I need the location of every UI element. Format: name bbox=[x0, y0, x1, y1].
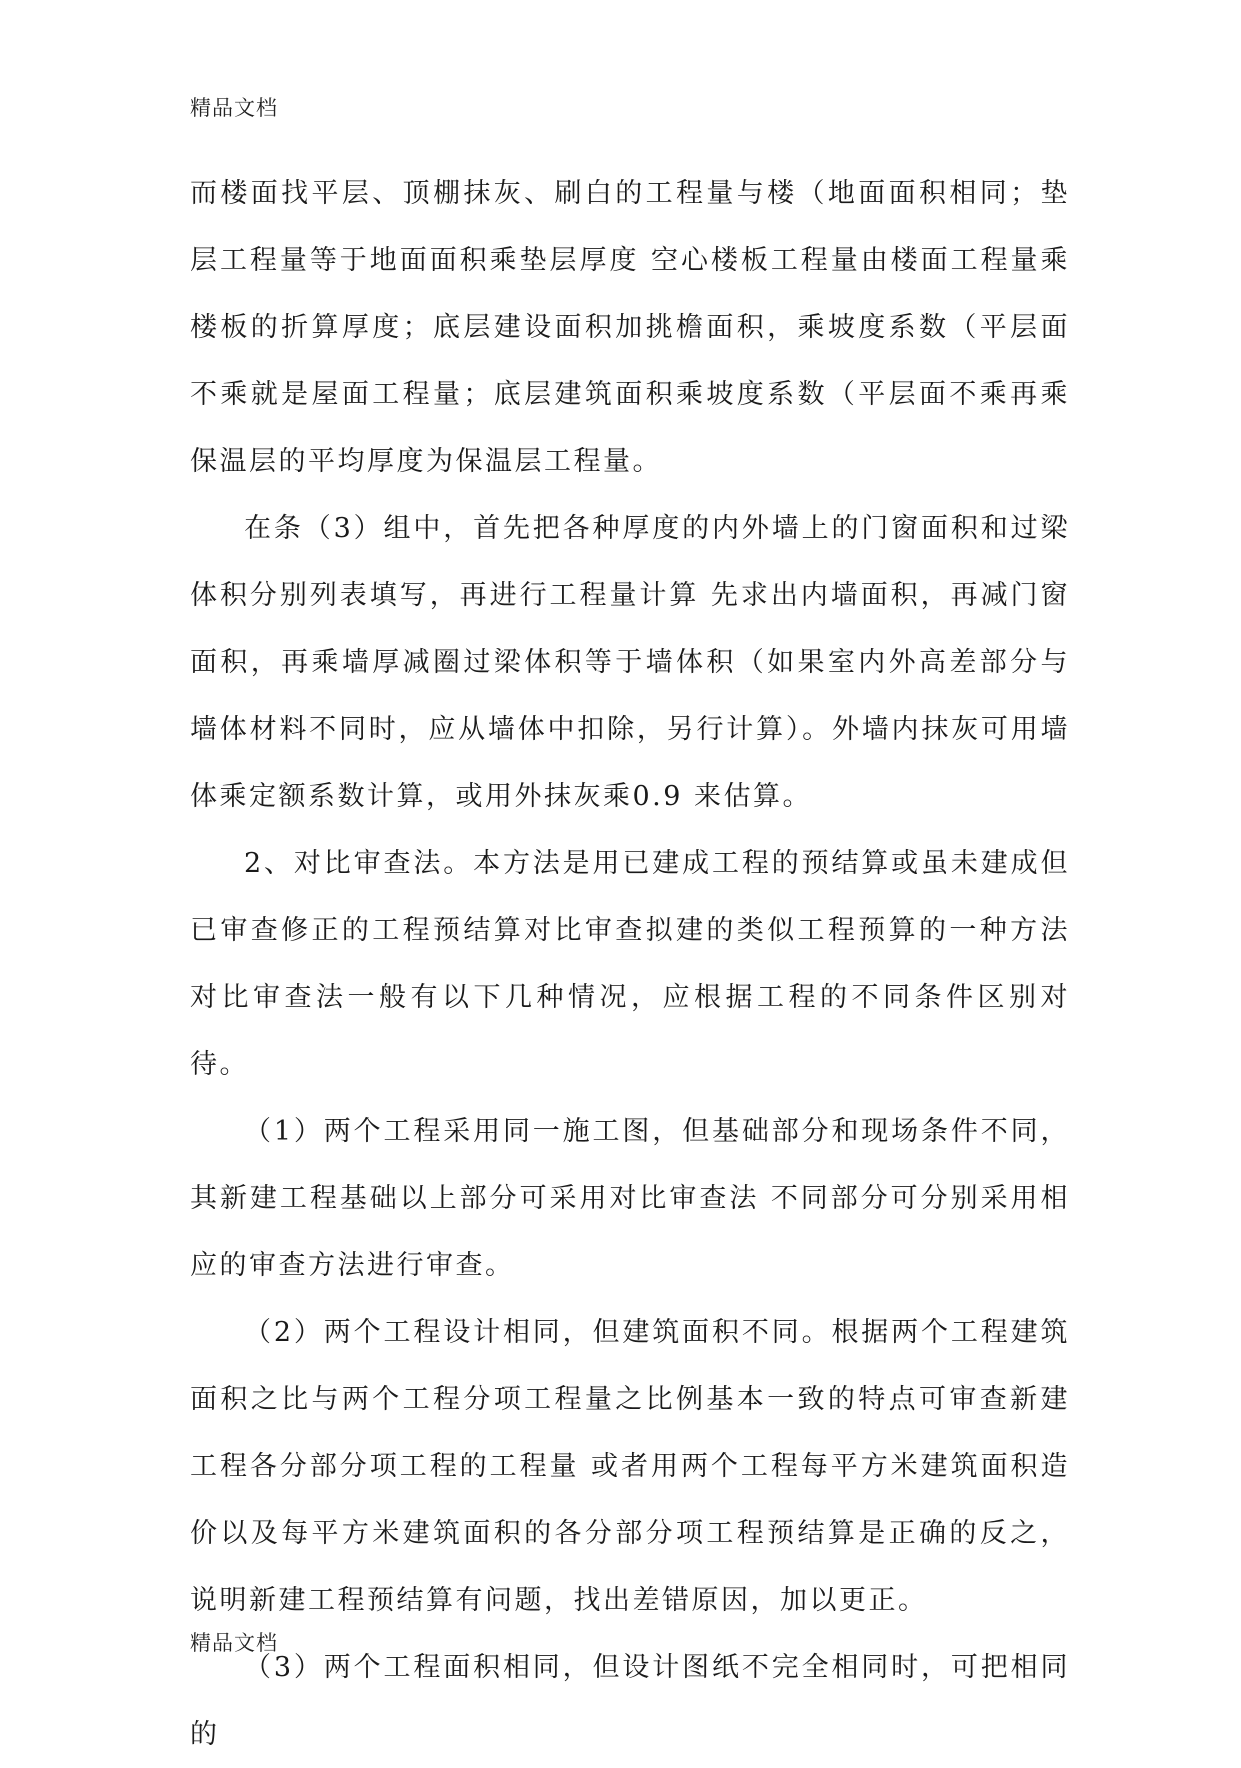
paragraph-5: （2）两个工程设计相同，但建筑面积不同。根据两个工程建筑面积之比与两个工程分项工程量之比例基本一致的特点可审查新建工程各分部分项工程的工程量 或者用两个工程每平方米建筑面积造价以及每平方米建筑面积的各分部分项工程预结算是正确的反之，说明新建工程预结算有问题，找出差错原因，加以更正。 bbox=[190, 1317, 1070, 1616]
paragraph-2: 在条（3）组中，首先把各种厚度的内外墙上的门窗面积和过梁体积分别列表填写，再进行工程量计算 先求出内墙面积，再减门窗面积，再乘墙厚减圈过梁体积等于墙体积（如果室内外高差部分与墙体材料不同时，应从墙体中扣除，另行计算）。外墙内抹灰可用墙体乘定额系数计算，或用外抹灰乘0.9 来估算。 bbox=[190, 513, 1070, 812]
page-footer: 精品文档 bbox=[190, 1631, 278, 1655]
document-body bbox=[190, 160, 1070, 1768]
paragraph-1: 而楼面找平层、顶棚抹灰、刷白的工程量与楼（地面面积相同；垫层工程量等于地面面积乘垫层厚度 空心楼板工程量由楼面工程量乘楼板的折算厚度；底层建设面积加挑檐面积，乘坡度系数（平层面不乘就是屋面工程量；底层建筑面积乘坡度系数（平层面不乘再乘保温层的平均厚度为保温层工程量。 bbox=[190, 178, 1070, 477]
paragraph-4: （1）两个工程采用同一施工图，但基础部分和现场条件不同，其新建工程基础以上部分可采用对比审查法 不同部分可分别采用相应的审查方法进行审查。 bbox=[190, 1116, 1070, 1281]
page-header: 精品文档 bbox=[190, 96, 278, 120]
paragraph-6: （3）两个工程面积相同，但设计图纸不完全相同时，可把相同的 bbox=[190, 1652, 1070, 1750]
paragraph-3: 2、对比审查法。本方法是用已建成工程的预结算或虽未建成但已审查修正的工程预结算对比审查拟建的类似工程预算的一种方法 对比审查法一般有以下几种情况，应根据工程的不同条件区别对待。 bbox=[190, 848, 1070, 1080]
